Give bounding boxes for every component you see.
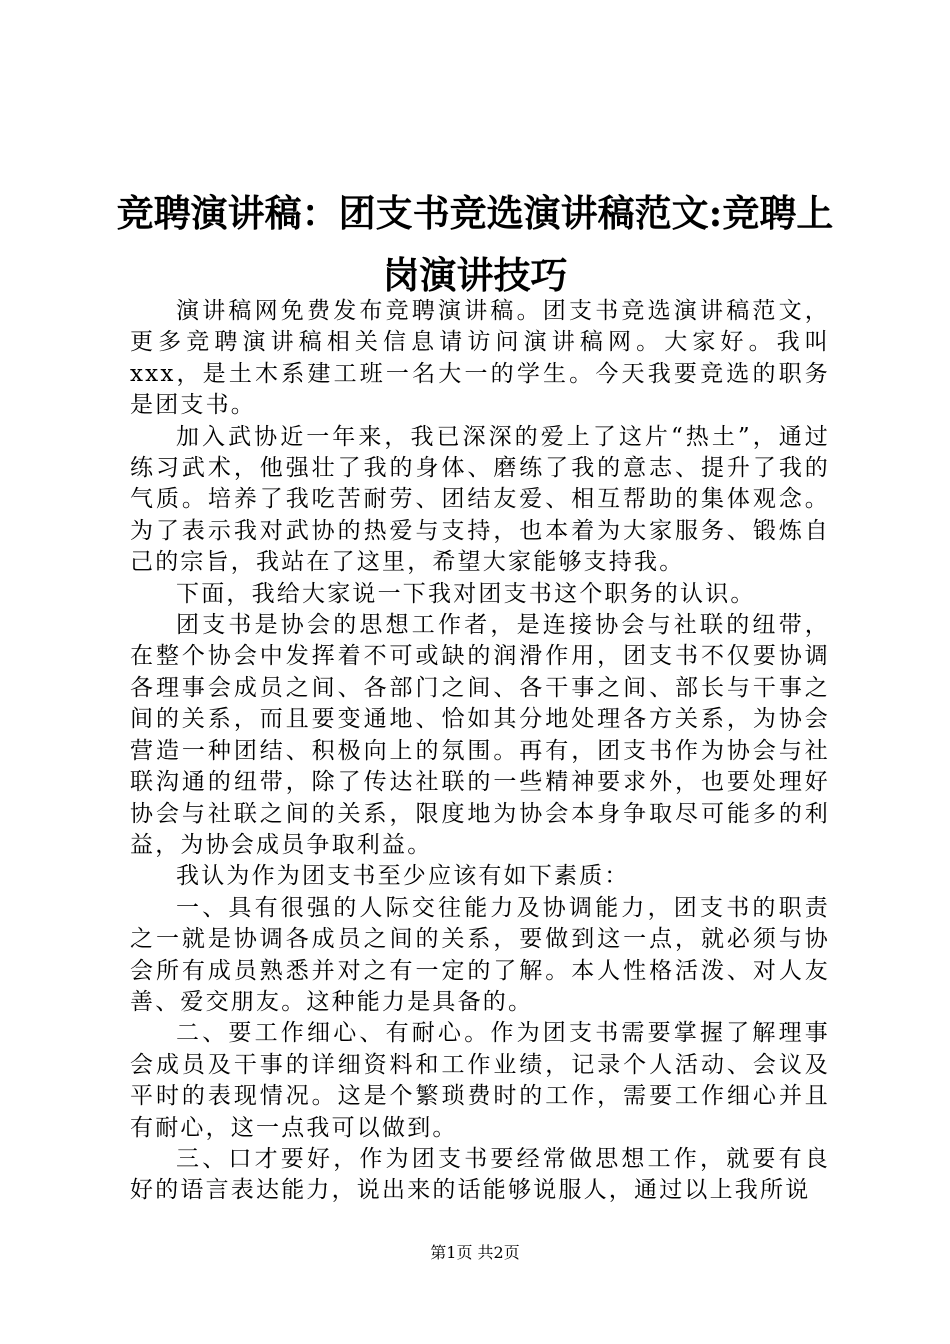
page-footer: 第1页 共2页 (430, 1243, 520, 1262)
document-title: 竞聘演讲稿：团支书竞选演讲稿范文:竞聘上岗演讲技巧 (116, 191, 834, 297)
paragraph: 加入武协近一年来，我已深深的爱上了这片“热土”，通过练习武术，他强壮了我的身体、磨练了我的意志、提升了我的气质。培养了我吃苦耐劳、团结友爱、相互帮助的集体观念。为了表示我对武协的热爱与支持，也本着为大家服务、锻炼自己的宗旨，我站在了这里，希望大家能够支持我。 (130, 423, 830, 576)
paragraph: 二、要工作细心、有耐心。作为团支书需要掌握了解理事会成员及干事的详细资料和工作业绩，记录个人活动、会议及平时的表现情况。这是个繁琐费时的工作，需要工作细心并且有耐心，这一点我可以做到。 (130, 1020, 830, 1141)
paragraph: 一、具有很强的人际交往能力及协调能力，团支书的职责之一就是协调各成员之间的关系，要做到这一点，就必须与协会所有成员熟悉并对之有一定的了解。本人性格活泼、对人友善、爱交朋友。这种能力是具备的。 (130, 894, 830, 1015)
paragraph: 演讲稿网免费发布竞聘演讲稿。团支书竞选演讲稿范文，更多竞聘演讲稿相关信息请访问演讲稿网。大家好。我叫xxx，是土木系建工班一名大一的学生。今天我要竞选的职务是团支书。 (130, 298, 830, 419)
paragraph: 团支书是协会的思想工作者，是连接协会与社联的纽带，在整个协会中发挥着不可或缺的润滑作用，团支书不仅要协调各理事会成员之间、各部门之间、各干事之间、部长与干事之间的关系，而且要变通地、恰如其分地处理各方关系，为协会营造一种团结、积极向上的氛围。再有，团支书作为协会与社联沟通的纽带，除了传达社联的一些精神要求外，也要处理好协会与社联之间的关系，限度地为协会本身争取尽可能多的利益，为协会成员争取利益。 (130, 612, 830, 858)
paragraph: 三、口才要好，作为团支书要经常做思想工作，就要有良好的语言表达能力，说出来的话能够说服人，通过以上我所说 (130, 1145, 830, 1204)
paragraph: 我认为作为团支书至少应该有如下素质： (176, 863, 630, 890)
paragraph: 下面，我给大家说一下我对团支书这个职务的认识。 (176, 580, 756, 607)
document-body (130, 296, 830, 1207)
